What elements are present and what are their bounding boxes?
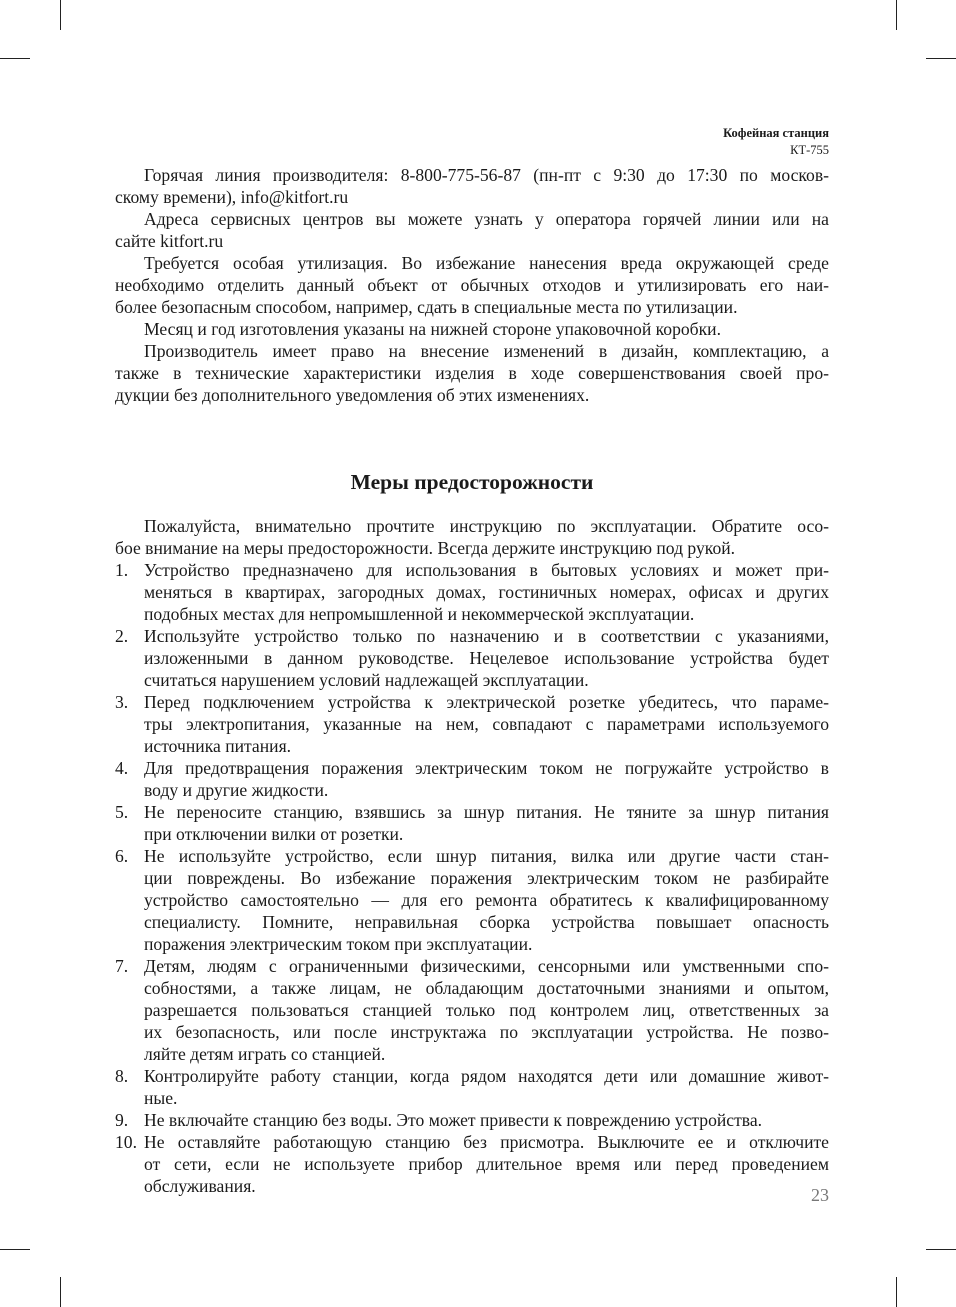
intro-section (115, 164, 829, 406)
precautions-section (115, 515, 829, 1197)
paragraph (115, 164, 829, 208)
paragraph (115, 252, 829, 318)
paragraph (115, 318, 829, 340)
crop-mark (896, 1277, 897, 1307)
text-line: Для предотвращения поражения электрическим током не погружайте устройство в (144, 758, 829, 778)
text-line: необходимо отделить данный объект от обычных отходов и утилизировать его наи- (115, 275, 829, 295)
list-item (115, 1109, 829, 1131)
list-number: 2. (115, 626, 129, 646)
text-line: скому времени), info@kitfort.ru (115, 187, 349, 207)
list-item (115, 1065, 829, 1109)
header-title: Кофейная станция (723, 126, 829, 140)
list-item-text (144, 1131, 829, 1197)
text-line: Месяц и год изготовления указаны на нижней стороне упаковочной коробки. (144, 319, 721, 339)
list-number: 1. (115, 560, 129, 580)
text-line: при отключении вилки от розетки. (144, 824, 404, 844)
list-item-text (144, 801, 829, 845)
text-line: Не включайте станцию без воды. Это может привести к повреждению устройства. (144, 1110, 763, 1130)
text-line: от сети, если не используете прибор длительное время или перед проведением (144, 1154, 829, 1174)
text-line: Производитель имеет право на внесение изменений в дизайн, комплектацию, а (144, 341, 829, 361)
section-heading: Меры предосторожности (350, 470, 594, 494)
list-item-text (144, 1065, 829, 1109)
text-line: Контролируйте работу станции, когда рядом находятся дети или домашние живот- (144, 1066, 829, 1086)
text-line: устройство самостоятельно — для его ремонта обратитесь к квалифицированному (144, 890, 829, 910)
list-item (115, 625, 829, 691)
text-line: обслуживания. (144, 1176, 256, 1196)
text-line: Не оставляйте работающую станцию без присмотра. Выключите ее и отключите (144, 1132, 829, 1152)
text-line: Адреса сервисных центров вы можете узнать у оператора горячей линии или на (144, 209, 829, 229)
list-item-text (144, 845, 829, 955)
text-line: разрешается пользоваться станцией только под контролем лиц, ответственных за (144, 1000, 829, 1020)
text-line: собностями, а также лицам, не обладающим достаточными знаниями и опытом, (144, 978, 829, 998)
crop-mark (926, 1249, 956, 1250)
list-number: 9. (115, 1110, 129, 1130)
text-line: ные. (144, 1088, 178, 1108)
paragraph (115, 340, 829, 406)
list-item (115, 955, 829, 1065)
text-line: Не переносите станцию, взявшись за шнур питания. Не тяните за шнур питания (144, 802, 829, 822)
text-line: подобных местах для непромышленной и некоммерческой эксплуатации. (144, 604, 695, 624)
text-line: Устройство предназначено для использования в бытовых условиях и может при- (144, 560, 829, 580)
text-line: Используйте устройство только по назначению и в соответствии с указаниями, (144, 626, 829, 646)
text-line: ляйте детям играть со станцией. (144, 1044, 386, 1064)
text-line: также в технические характеристики изделия в ходе совершенствования своей про- (115, 363, 829, 383)
text-line: источника питания. (144, 736, 292, 756)
list-item (115, 1131, 829, 1197)
text-line: Перед подключением устройства к электрической розетке убедитесь, что параме- (144, 692, 829, 712)
text-line: сайте kitfort.ru (115, 231, 224, 251)
list-item (115, 559, 829, 625)
list-number: 5. (115, 802, 129, 822)
text-line: считаться нарушением условий надлежащей эксплуатации. (144, 670, 589, 690)
page-number: 23 (811, 1185, 829, 1205)
text-line: ции повреждены. Во избежание поражения электрическим током не разбирайте (144, 868, 829, 888)
text-line: более безопасным способом, например, сдать в специальные места по утилизации. (115, 297, 738, 317)
text-line: их безопасность, или после инструктажа по эксплуатации устройства. Не позво- (144, 1022, 829, 1042)
list-item (115, 757, 829, 801)
text-line: воду и другие жидкости. (144, 780, 329, 800)
paragraph (115, 208, 829, 252)
text-line: Пожалуйста, внимательно прочтите инструкцию по эксплуатации. Обратите осо- (144, 516, 829, 536)
list-number: 3. (115, 692, 129, 712)
crop-mark (60, 0, 61, 30)
crop-mark (0, 58, 30, 59)
crop-mark (926, 58, 956, 59)
text-line: специалисту. Помните, неправильная сборка устройства повышает опасность (144, 912, 829, 932)
list-item-text (144, 1109, 829, 1131)
list-item-text (144, 757, 829, 801)
text-line: тры электропитания, указанные на нем, совпадают с параметрами используемого (144, 714, 829, 734)
text-line: Детям, людям с ограниченными физическими, сенсорными или умственными спо- (144, 956, 829, 976)
list-item-text (144, 955, 829, 1065)
running-header (723, 125, 829, 159)
text-line: Горячая линия производителя: 8-800-775-56-87 (пн-пт с 9:30 до 17:30 по москов- (144, 165, 829, 185)
list-item (115, 845, 829, 955)
list-number: 7. (115, 956, 129, 976)
list-item-text (144, 625, 829, 691)
text-line: Требуется особая утилизация. Во избежание нанесения вреда окружающей среде (144, 253, 829, 273)
text-line: бое внимание на меры предосторожности. Всегда держите инструкцию под рукой. (115, 538, 736, 558)
list-item-text (144, 691, 829, 757)
crop-mark (60, 1277, 61, 1307)
list-number: 8. (115, 1066, 129, 1086)
list-item-text (144, 559, 829, 625)
precautions-intro (115, 515, 829, 559)
list-item (115, 691, 829, 757)
list-item (115, 801, 829, 845)
text-line: дукции без дополнительного уведомления об этих изменениях. (115, 385, 590, 405)
list-number: 10. (115, 1132, 137, 1152)
crop-mark (896, 0, 897, 30)
list-number: 6. (115, 846, 129, 866)
crop-mark (0, 1249, 30, 1250)
text-line: изложенными в данном руководстве. Нецелевое использование устройства будет (144, 648, 829, 668)
text-line: поражения электрическим током при эксплуатации. (144, 934, 533, 954)
text-line: Не используйте устройство, если шнур питания, вилка или другие части стан- (144, 846, 829, 866)
text-line: меняться в квартирах, загородных домах, гостиничных номерах, офисах и других (144, 582, 829, 602)
header-model: КТ-755 (790, 143, 829, 157)
list-number: 4. (115, 758, 129, 778)
